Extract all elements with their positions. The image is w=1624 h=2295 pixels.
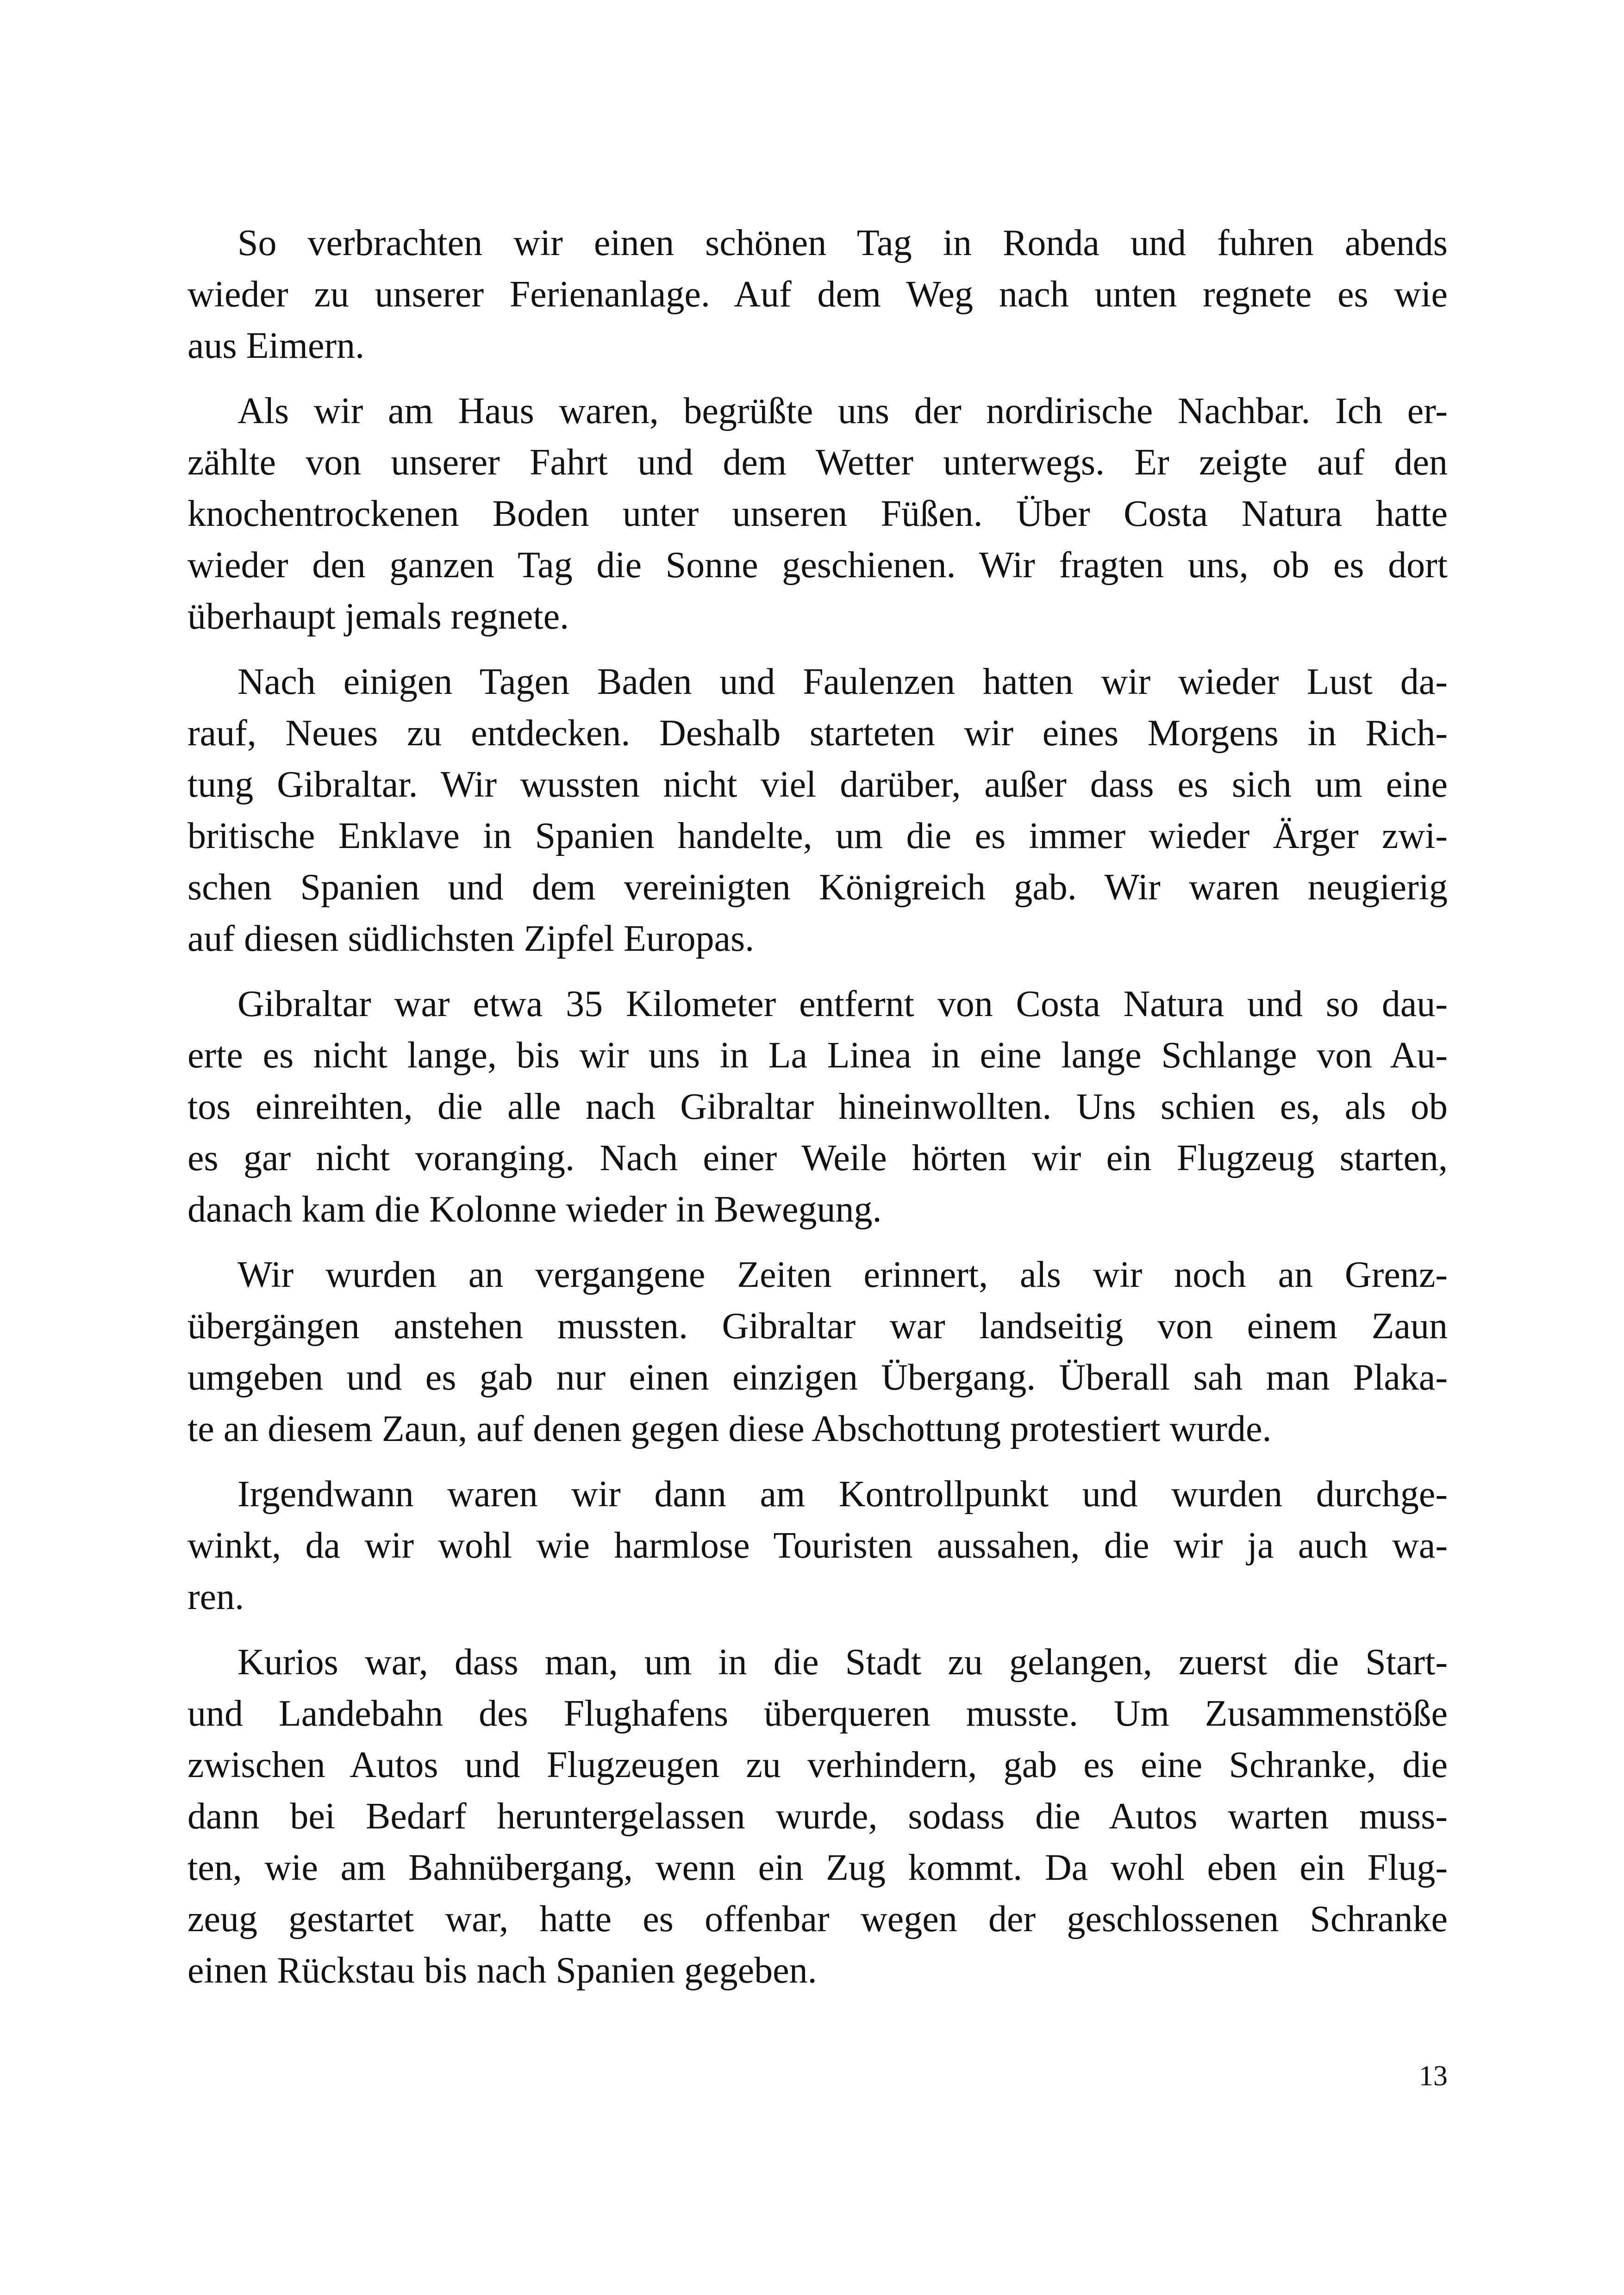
text-line: und Landebahn des Flughafens überqueren musste. Um Zusammenstöße <box>187 1693 1448 1734</box>
paragraph-6 <box>187 1469 1448 1623</box>
text-line: aus Eimern. <box>187 325 365 366</box>
body-text <box>187 218 1448 2010</box>
paragraph-1 <box>187 218 1448 372</box>
paragraph-2 <box>187 386 1448 642</box>
text-line: Nach einigen Tagen Baden und Faulenzen hatten wir wieder Lust da- <box>237 661 1448 702</box>
text-line: dann bei Bedarf heruntergelassen wurde, sodass die Autos warten muss- <box>187 1796 1448 1837</box>
text-line: schen Spanien und dem vereinigten Königreich gab. Wir waren neugierig <box>187 867 1448 908</box>
text-line: te an diesem Zaun, auf denen gegen diese Abschottung protestiert wurde. <box>187 1409 1272 1449</box>
text-line: auf diesen südlichsten Zipfel Europas. <box>187 918 755 959</box>
text-line: knochentrockenen Boden unter unseren Füßen. Über Costa Natura hatte <box>187 493 1448 534</box>
text-line: zwischen Autos und Flugzeugen zu verhindern, gab es eine Schranke, die <box>187 1745 1448 1785</box>
text-line: Wir wurden an vergangene Zeiten erinnert, als wir noch an Grenz- <box>237 1254 1448 1295</box>
paragraph-3 <box>187 656 1448 965</box>
text-line: zählte von unserer Fahrt und dem Wetter unterwegs. Er zeigte auf den <box>187 442 1448 483</box>
text-line: Kurios war, dass man, um in die Stadt zu gelangen, zuerst die Start- <box>237 1642 1448 1683</box>
text-line: Gibraltar war etwa 35 Kilometer entfernt von Costa Natura und so dau- <box>237 984 1448 1024</box>
text-line: erte es nicht lange, bis wir uns in La Linea in eine lange Schlange von Au- <box>187 1035 1448 1076</box>
text-line: ten, wie am Bahnübergang, wenn ein Zug kommt. Da wohl eben ein Flug- <box>187 1847 1448 1888</box>
text-line: es gar nicht voranging. Nach einer Weile hörten wir ein Flugzeug starten, <box>187 1138 1448 1179</box>
text-line: britische Enklave in Spanien handelte, um die es immer wieder Ärger zwi- <box>187 816 1448 856</box>
text-line: umgeben und es gab nur einen einzigen Übergang. Überall sah man Plaka- <box>187 1357 1448 1398</box>
text-line: wieder den ganzen Tag die Sonne geschienen. Wir fragten uns, ob es dort <box>187 545 1448 586</box>
text-line: winkt, da wir wohl wie harmlose Touristen aussahen, die wir ja auch wa- <box>187 1525 1448 1566</box>
text-line: Irgendwann waren wir dann am Kontrollpunkt und wurden durchge- <box>237 1474 1448 1515</box>
page-number: 13 <box>1419 2060 1448 2092</box>
text-line: zeug gestartet war, hatte es offenbar wegen der geschlossenen Schranke <box>187 1899 1448 1940</box>
paragraph-7 <box>187 1637 1448 1996</box>
text-line: überhaupt jemals regnete. <box>187 596 569 637</box>
text-line: danach kam die Kolonne wieder in Bewegung. <box>187 1189 882 1230</box>
paragraph-4 <box>187 979 1448 1235</box>
paragraph-5 <box>187 1249 1448 1455</box>
text-line: Als wir am Haus waren, begrüßte uns der nordirische Nachbar. Ich er- <box>237 391 1448 431</box>
text-line: So verbrachten wir einen schönen Tag in Ronda und fuhren abends <box>237 223 1448 263</box>
text-line: wieder zu unserer Ferienanlage. Auf dem Weg nach unten regnete es wie <box>187 274 1448 315</box>
text-line: rauf, Neues zu entdecken. Deshalb starteten wir eines Morgens in Rich- <box>187 713 1448 754</box>
text-line: einen Rückstau bis nach Spanien gegeben. <box>187 1950 817 1991</box>
text-line: tos einreihten, die alle nach Gibraltar hineinwollten. Uns schien es, als ob <box>187 1086 1448 1127</box>
text-line: ren. <box>187 1577 244 1617</box>
text-line: übergängen anstehen mussten. Gibraltar war landseitig von einem Zaun <box>187 1306 1448 1347</box>
text-line: tung Gibraltar. Wir wussten nicht viel darüber, außer dass es sich um eine <box>187 764 1448 805</box>
